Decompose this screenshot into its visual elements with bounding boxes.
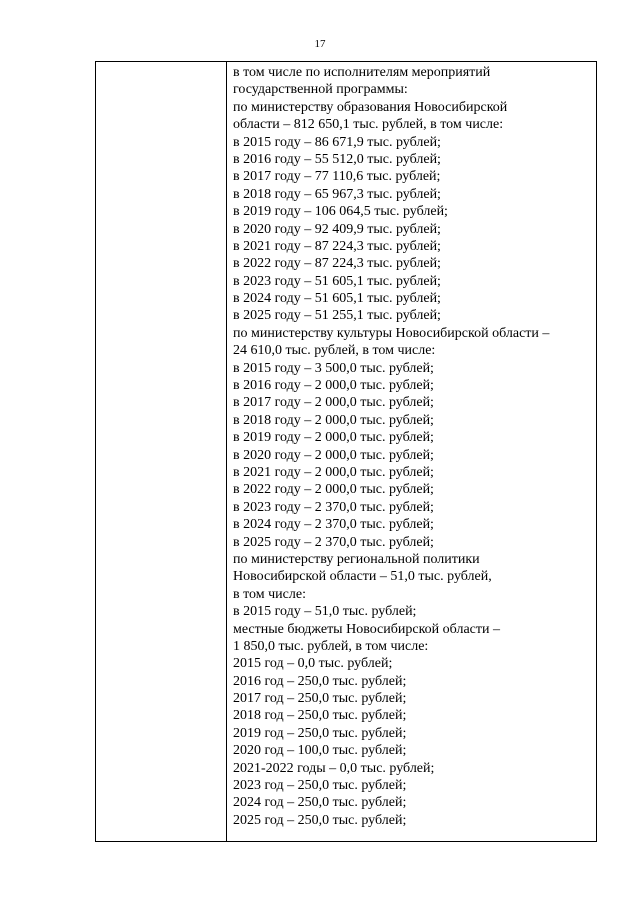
text-line: в 2023 году – 51 605,1 тыс. рублей;	[233, 273, 441, 289]
text-line: в 2019 году – 2 000,0 тыс. рублей;	[233, 430, 434, 446]
text-line: в 2015 году – 3 500,0 тыс. рублей;	[233, 360, 434, 376]
text-line: области – 812 650,1 тыс. рублей, в том числе:	[233, 117, 504, 133]
text-line: местные бюджеты Новосибирской области –	[233, 621, 500, 637]
text-line: в том числе по исполнителям мероприятий	[233, 65, 491, 80]
page-number: 17	[314, 38, 326, 50]
text-line: 2019 год – 250,0 тыс. рублей;	[233, 725, 407, 741]
text-line: 2020 год – 100,0 тыс. рублей;	[233, 743, 407, 759]
text-line: Новосибирской области – 51,0 тыс. рублей,	[233, 569, 492, 585]
text-line: в 2018 году – 2 000,0 тыс. рублей;	[233, 412, 434, 428]
text-line: 2025 год – 250,0 тыс. рублей;	[233, 812, 407, 828]
text-line: в 2020 году – 2 000,0 тыс. рублей;	[233, 447, 434, 463]
text-line: в 2016 году – 55 512,0 тыс. рублей;	[233, 151, 441, 167]
text-line: в 2024 году – 51 605,1 тыс. рублей;	[233, 291, 441, 307]
text-line: в 2019 году – 106 064,5 тыс. рублей;	[233, 204, 448, 220]
text-line: 2015 год – 0,0 тыс. рублей;	[233, 656, 393, 672]
text-line: в 2017 году – 77 110,6 тыс. рублей;	[233, 169, 441, 185]
text-line: в 2020 году – 92 409,9 тыс. рублей;	[233, 221, 441, 237]
text-line: 2018 год – 250,0 тыс. рублей;	[233, 708, 407, 724]
text-line: 2024 год – 250,0 тыс. рублей;	[233, 795, 407, 811]
text-line: по министерству региональной политики	[233, 551, 480, 567]
table-left-cell	[96, 62, 226, 841]
text-line: в 2015 году – 51,0 тыс. рублей;	[233, 604, 417, 620]
text-line: 2016 год – 250,0 тыс. рублей;	[233, 673, 407, 689]
text-line: 1 850,0 тыс. рублей, в том числе:	[233, 638, 429, 654]
text-line: по министерству образования Новосибирской	[233, 99, 508, 115]
text-line: в 2025 году – 2 370,0 тыс. рублей;	[233, 534, 434, 550]
text-line: в 2023 году – 2 370,0 тыс. рублей;	[233, 499, 434, 515]
text-line: 2023 год – 250,0 тыс. рублей;	[233, 778, 407, 794]
text-line: в 2021 году – 87 224,3 тыс. рублей;	[233, 238, 441, 254]
text-line: в 2016 году – 2 000,0 тыс. рублей;	[233, 378, 434, 394]
text-line: 24 610,0 тыс. рублей, в том числе:	[233, 343, 436, 359]
text-line: в 2015 году – 86 671,9 тыс. рублей;	[233, 134, 441, 150]
text-line: в 2018 году – 65 967,3 тыс. рублей;	[233, 186, 441, 202]
text-line: 2017 год – 250,0 тыс. рублей;	[233, 691, 407, 707]
text-line: по министерству культуры Новосибирской области –	[233, 325, 550, 341]
table-right-cell	[233, 64, 593, 829]
text-line: в 2021 году – 2 000,0 тыс. рублей;	[233, 464, 434, 480]
text-line: в 2022 году – 87 224,3 тыс. рублей;	[233, 256, 441, 272]
column-divider	[226, 62, 227, 841]
text-line: 2021-2022 годы – 0,0 тыс. рублей;	[233, 760, 435, 776]
text-line: в том числе:	[233, 586, 306, 602]
text-line: в 2017 году – 2 000,0 тыс. рублей;	[233, 395, 434, 411]
text-line: государственной программы:	[233, 82, 408, 98]
text-line: в 2022 году – 2 000,0 тыс. рублей;	[233, 482, 434, 498]
text-line: в 2025 году – 51 255,1 тыс. рублей;	[233, 308, 441, 324]
text-line: в 2024 году – 2 370,0 тыс. рублей;	[233, 517, 434, 533]
funding-table	[95, 61, 597, 842]
